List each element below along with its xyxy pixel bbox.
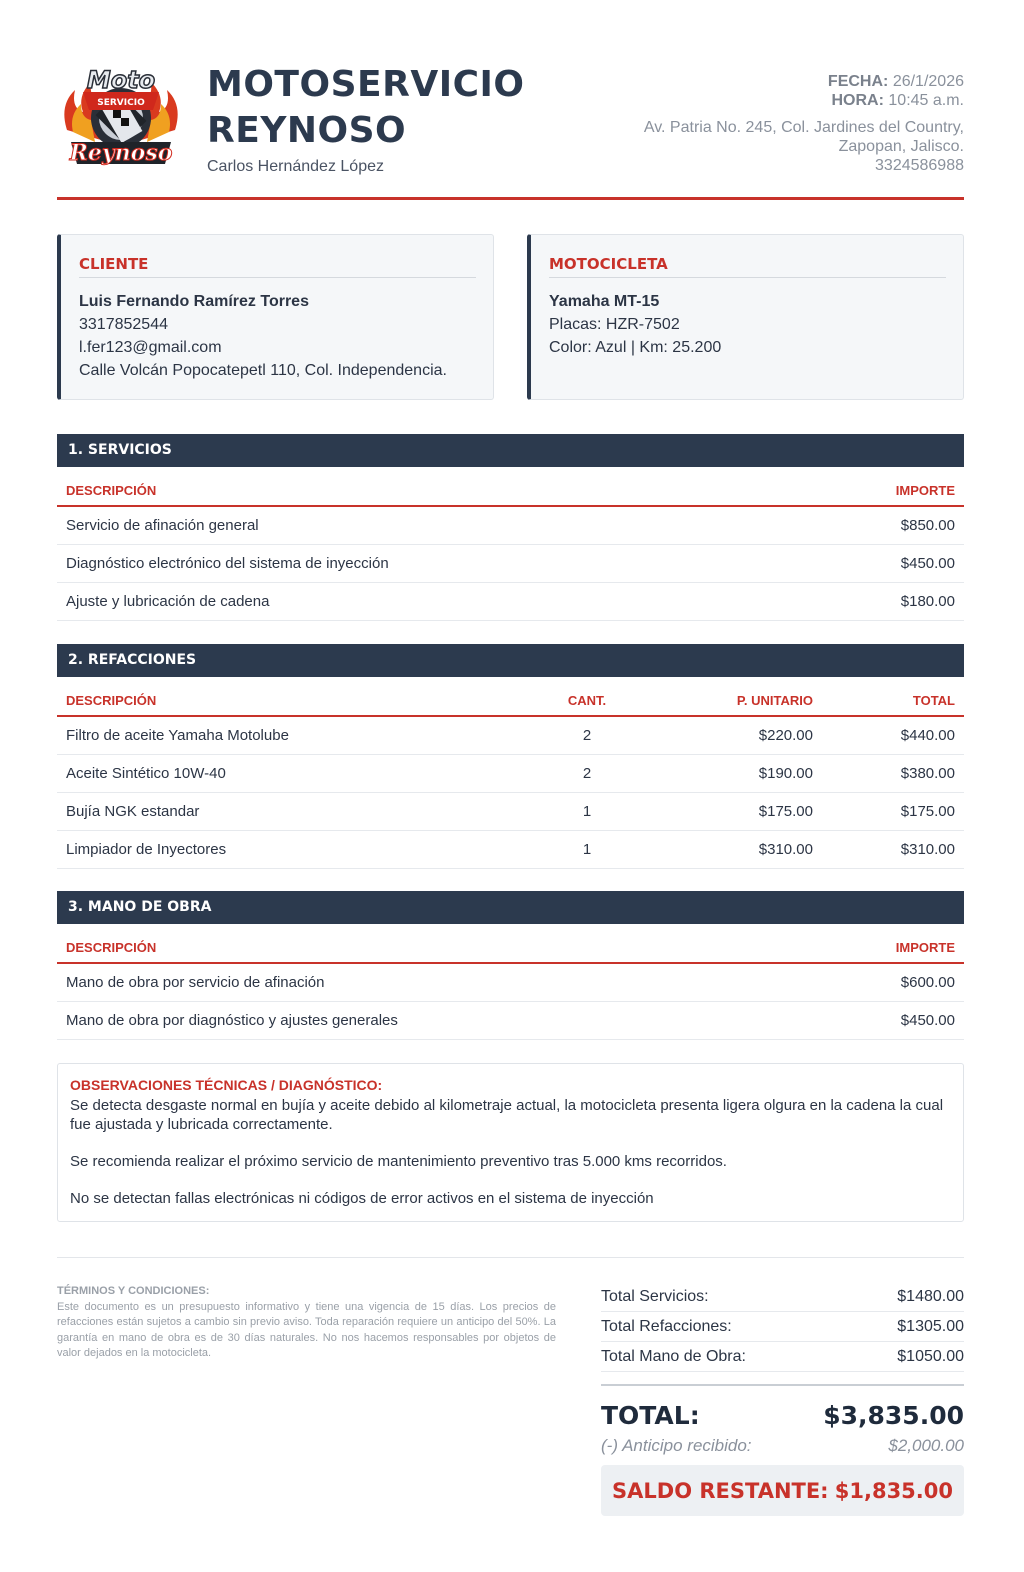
motorcycle-plates: Placas: HZR-7502 xyxy=(549,316,680,333)
row-total: $310.00 xyxy=(822,830,964,868)
brand-owner: Carlos Hernández López xyxy=(207,158,384,175)
row-amount: $600.00 xyxy=(800,963,964,1001)
observation-paragraph: Se detecta desgaste normal en bujía y aceite debido al kilometraje actual, la motocicleta presenta ligera olgura en la cadena la cual fue ajustada y lubricada correctamente. xyxy=(70,1097,944,1133)
table-header-row xyxy=(57,685,964,716)
invoice-page xyxy=(57,0,964,1503)
grand-total-value: $3,835.00 xyxy=(823,1400,964,1430)
total-mano-obra-label: Total Mano de Obra: xyxy=(601,1347,746,1365)
client-phone: 3317852544 xyxy=(79,316,168,333)
saldo-restante-label: SALDO RESTANTE: xyxy=(612,1478,829,1503)
col-cantidad: CANT. xyxy=(522,685,652,716)
brand-title-line2: REYNOSO xyxy=(207,110,407,151)
brand-block xyxy=(207,62,525,176)
shop-address-line2: Zapopan, Jalisco. xyxy=(838,138,964,155)
observations-box xyxy=(57,1063,964,1222)
brand-title-line1: MOTOSERVICIO xyxy=(207,64,525,105)
col-descripcion: DESCRIPCIÓN xyxy=(57,685,522,716)
terms-text: Este documento es un presupuesto informativo y tiene una vigencia de 15 días. Los precios de refacciones están sujetos a cambio sin previo aviso. Toda reparación requiere un anticipo del 50%. La garantía en mano de obra es de 30 días naturales. No nos hacemos responsables por objetos de valor dejados en la motocicleta. xyxy=(57,1300,556,1359)
servicios-table xyxy=(57,475,964,621)
table-header-row xyxy=(57,932,964,963)
client-email: l.fer123@gmail.com xyxy=(79,339,222,356)
logo-moto-text: Moto xyxy=(86,66,156,94)
row-description: Bujía NGK estandar xyxy=(57,792,522,830)
total-refacciones-row xyxy=(601,1312,964,1342)
total-refacciones-label: Total Refacciones: xyxy=(601,1317,732,1335)
row-total: $175.00 xyxy=(822,792,964,830)
info-cards xyxy=(57,234,964,400)
table-header-row xyxy=(57,475,964,506)
shop-address-line1: Av. Patria No. 245, Col. Jardines del Country, xyxy=(643,119,964,136)
anticipo-row xyxy=(601,1436,964,1456)
row-amount: $850.00 xyxy=(796,506,964,544)
observation-paragraph: No se detectan fallas electrónicas ni códigos de error activos en el sistema de inyección xyxy=(70,1190,654,1207)
table-row xyxy=(57,963,964,1001)
col-total: TOTAL xyxy=(822,685,964,716)
client-card-title: CLIENTE xyxy=(79,255,476,278)
anticipo-label: (-) Anticipo recibido: xyxy=(601,1436,752,1455)
servicios-section-header: 1. SERVICIOS xyxy=(57,434,964,467)
total-mano-obra-row xyxy=(601,1342,964,1372)
logo-servicio-text: SERVICIO xyxy=(97,98,145,108)
motorcycle-model: Yamaha MT-15 xyxy=(549,293,660,310)
invoice-header xyxy=(57,0,964,200)
row-total: $440.00 xyxy=(822,716,964,754)
table-row xyxy=(57,754,964,792)
table-row xyxy=(57,1001,964,1039)
client-name: Luis Fernando Ramírez Torres xyxy=(79,293,309,310)
logo-reynoso-text: Reynoso xyxy=(69,140,173,166)
mano-obra-table xyxy=(57,932,964,1040)
row-description: Ajuste y lubricación de cadena xyxy=(57,582,796,620)
row-total: $380.00 xyxy=(822,754,964,792)
row-qty: 2 xyxy=(522,716,652,754)
row-description: Filtro de aceite Yamaha Motolube xyxy=(57,716,522,754)
terms-block xyxy=(57,1284,556,1362)
table-row xyxy=(57,582,964,620)
row-unit-price: $310.00 xyxy=(652,830,822,868)
totals-block xyxy=(601,1282,964,1516)
fecha-label: FECHA: xyxy=(827,73,889,90)
shop-phone: 3324586988 xyxy=(875,157,964,174)
terms-title: TÉRMINOS Y CONDICIONES: xyxy=(57,1285,210,1297)
refacciones-table xyxy=(57,685,964,869)
hora-line xyxy=(644,91,964,110)
col-precio-unitario: P. UNITARIO xyxy=(652,685,822,716)
row-qty: 1 xyxy=(522,830,652,868)
fecha-line xyxy=(644,72,964,91)
moto-servicio-logo xyxy=(57,60,185,170)
row-amount: $450.00 xyxy=(796,544,964,582)
saldo-restante-value: $1,835.00 xyxy=(834,1478,953,1503)
col-importe: IMPORTE xyxy=(800,932,964,963)
client-card xyxy=(57,234,494,400)
table-row xyxy=(57,506,964,544)
row-amount: $180.00 xyxy=(796,582,964,620)
row-unit-price: $190.00 xyxy=(652,754,822,792)
anticipo-value: $2,000.00 xyxy=(888,1436,964,1455)
total-servicios-label: Total Servicios: xyxy=(601,1287,709,1305)
table-row xyxy=(57,830,964,868)
table-row xyxy=(57,544,964,582)
table-row xyxy=(57,716,964,754)
table-row xyxy=(57,792,964,830)
col-descripcion: DESCRIPCIÓN xyxy=(57,475,796,506)
row-description: Mano de obra por servicio de afinación xyxy=(57,963,800,1001)
observation-paragraph: Se recomienda realizar el próximo servicio de mantenimiento preventivo tras 5.000 kms recorridos. xyxy=(70,1153,727,1170)
row-unit-price: $175.00 xyxy=(652,792,822,830)
motorcycle-card xyxy=(527,234,964,400)
row-amount: $450.00 xyxy=(800,1001,964,1039)
header-meta xyxy=(644,72,964,175)
footer-divider xyxy=(57,1257,964,1258)
total-servicios-value: $1480.00 xyxy=(897,1287,964,1305)
motorcycle-card-title: MOTOCICLETA xyxy=(549,255,946,278)
row-description: Aceite Sintético 10W-40 xyxy=(57,754,522,792)
total-mano-obra-value: $1050.00 xyxy=(897,1347,964,1365)
total-refacciones-value: $1305.00 xyxy=(897,1317,964,1335)
hora-label: HORA: xyxy=(831,92,884,109)
grand-total-row xyxy=(601,1384,964,1434)
row-description: Mano de obra por diagnóstico y ajustes generales xyxy=(57,1001,800,1039)
hora-value: 10:45 a.m. xyxy=(888,92,964,109)
col-descripcion: DESCRIPCIÓN xyxy=(57,932,800,963)
refacciones-section-header: 2. REFACCIONES xyxy=(57,644,964,677)
row-unit-price: $220.00 xyxy=(652,716,822,754)
client-address: Calle Volcán Popocatepetl 110, Col. Independencia. xyxy=(79,362,447,379)
row-qty: 1 xyxy=(522,792,652,830)
fecha-value: 26/1/2026 xyxy=(892,73,964,90)
total-servicios-row xyxy=(601,1282,964,1312)
saldo-restante-box xyxy=(601,1465,964,1516)
motorcycle-color-km: Color: Azul | Km: 25.200 xyxy=(549,339,722,356)
grand-total-label: TOTAL: xyxy=(601,1400,700,1430)
row-qty: 2 xyxy=(522,754,652,792)
row-description: Servicio de afinación general xyxy=(57,506,796,544)
mano-obra-section-header: 3. MANO DE OBRA xyxy=(57,891,964,924)
row-description: Diagnóstico electrónico del sistema de inyección xyxy=(57,544,796,582)
row-description: Limpiador de Inyectores xyxy=(57,830,522,868)
observations-title: OBSERVACIONES TÉCNICAS / DIAGNÓSTICO: xyxy=(70,1077,383,1093)
col-importe: IMPORTE xyxy=(796,475,964,506)
